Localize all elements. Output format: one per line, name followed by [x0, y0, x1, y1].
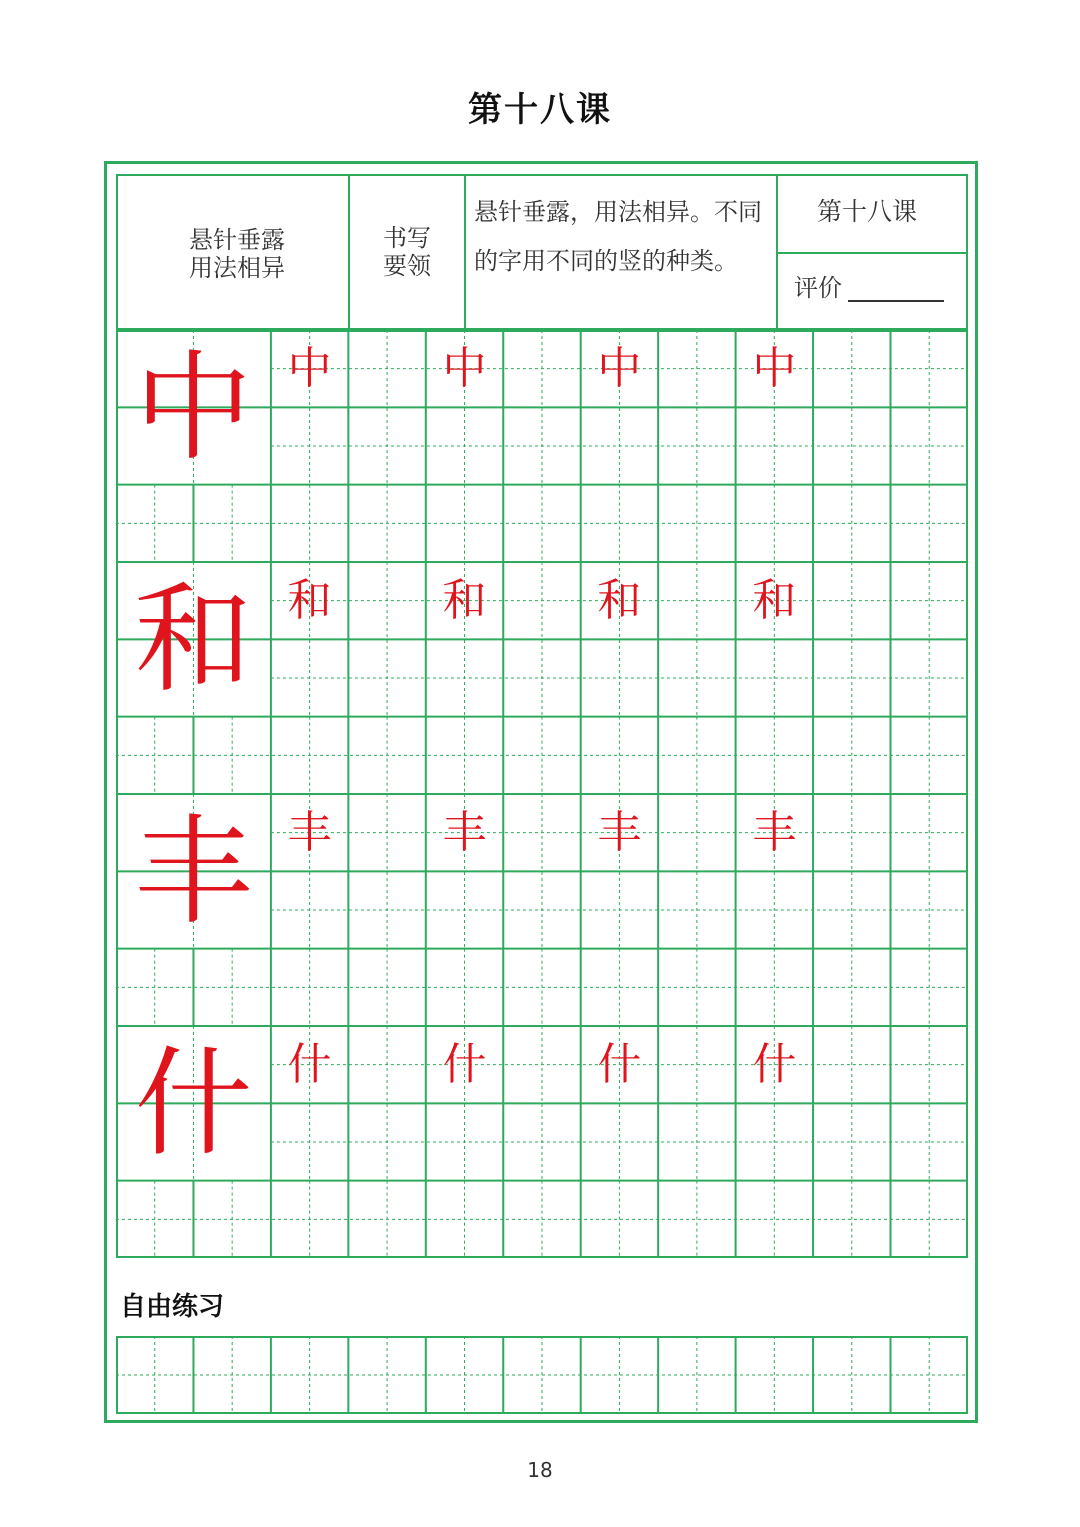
evaluation-blank[interactable]: [848, 300, 944, 302]
example-character: 和: [287, 575, 332, 627]
page-number: 18: [527, 1458, 553, 1482]
header-divider: [464, 176, 466, 328]
example-character: 什: [597, 1039, 642, 1091]
example-character: 中: [287, 343, 332, 395]
header-table: [116, 174, 968, 330]
example-character: 什: [442, 1039, 487, 1091]
requirements-line: 书写: [383, 224, 431, 252]
requirements-line: 要领: [383, 252, 431, 280]
theme-line: 悬针垂露: [189, 226, 285, 254]
writing-requirements-label: [352, 224, 462, 280]
free-practice-grid[interactable]: [116, 1336, 968, 1414]
example-character: 什: [752, 1039, 797, 1091]
lesson-theme: [162, 226, 312, 282]
evaluation-label: 评价: [794, 274, 842, 302]
example-character: 中: [597, 343, 642, 395]
page-title: 第十八课: [468, 90, 612, 130]
model-character: 中: [134, 338, 253, 477]
practice-grid[interactable]: [116, 330, 968, 1258]
example-character: 中: [752, 343, 797, 395]
example-character: 中: [442, 343, 487, 395]
example-character: 丰: [442, 807, 487, 859]
lesson-label: 第十八课: [816, 197, 917, 226]
model-character: 和: [134, 570, 253, 709]
example-character: 丰: [752, 807, 797, 859]
header-divider: [776, 252, 966, 254]
model-character: 丰: [134, 802, 253, 941]
writing-requirements-text: 悬针垂露，用法相异。不同的字用不同的竖的种类。: [474, 198, 762, 275]
example-character: 什: [287, 1039, 332, 1091]
example-character: 丰: [597, 807, 642, 859]
model-character: 什: [134, 1034, 253, 1173]
example-character: 和: [752, 575, 797, 627]
example-character: 丰: [287, 807, 332, 859]
example-character: 和: [442, 575, 487, 627]
free-practice-title: 自由练习: [120, 1292, 225, 1322]
example-character: 和: [597, 575, 642, 627]
header-divider: [348, 176, 350, 328]
theme-line: 用法相异: [189, 254, 285, 282]
